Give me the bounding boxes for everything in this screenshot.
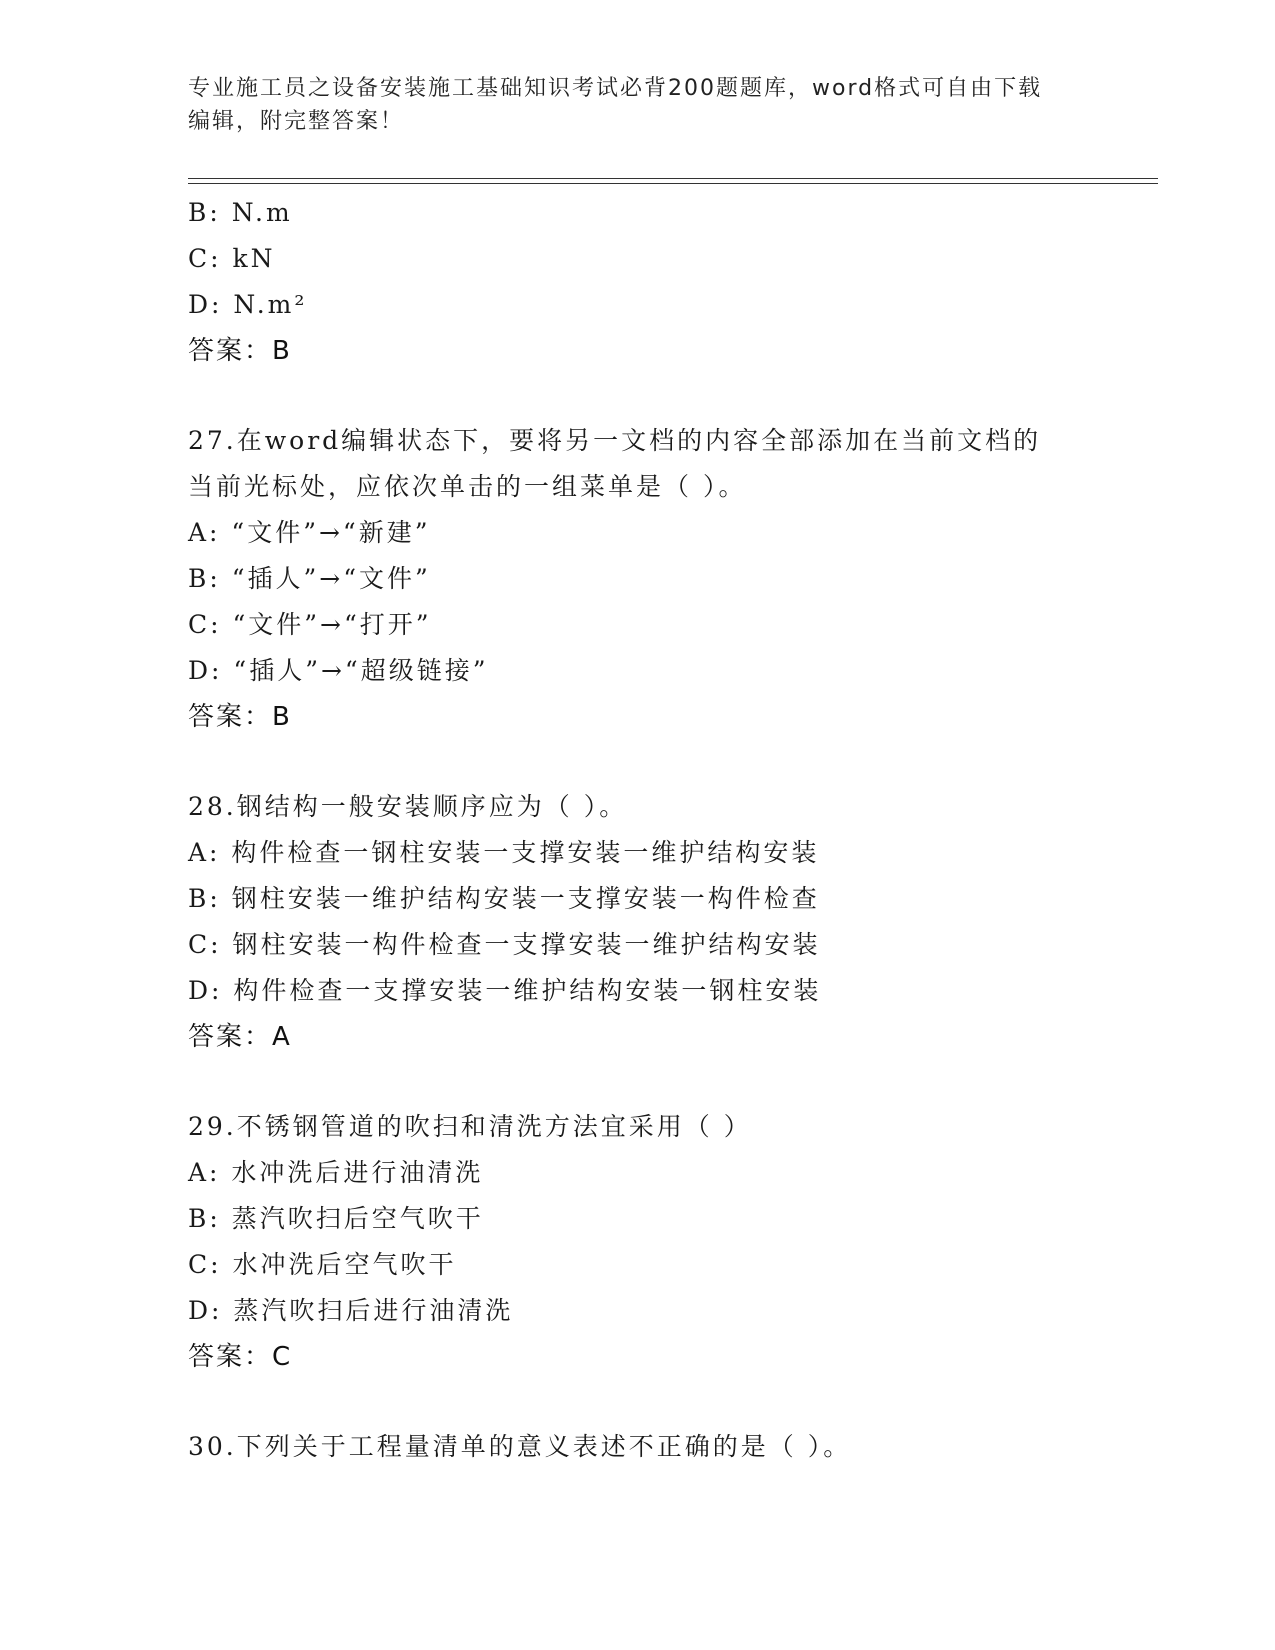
option-d: D: N.m² [188, 290, 308, 319]
spacer [188, 374, 1168, 418]
spacer [188, 1380, 1168, 1424]
option-a: A: “文件”→“新建” [188, 518, 431, 547]
document-body [188, 190, 1168, 1470]
option-b: B: N.m [188, 198, 293, 227]
option-c: C: “文件”→“打开” [188, 610, 432, 639]
option-a: A: 构件检查一钢柱安装一支撑安装一维护结构安装 [188, 838, 820, 867]
question-29 [188, 1104, 1168, 1380]
question-stem: 29.不锈钢管道的吹扫和清洗方法宜采用（ ） [188, 1112, 752, 1141]
spacer [188, 1060, 1168, 1104]
question-stem: 28.钢结构一般安装顺序应为（ ）。 [188, 792, 628, 821]
option-c: C: 水冲洗后空气吹干 [188, 1250, 457, 1279]
header-title-line-2: 编辑，附完整答案！ [188, 109, 405, 134]
header-divider-top [188, 178, 1158, 179]
option-d: D: 构件检查一支撑安装一维护结构安装一钢柱安装 [188, 976, 822, 1005]
answer: 答案：A [188, 1022, 292, 1052]
question-stem-line-2: 当前光标处，应依次单击的一组菜单是（ ）。 [188, 472, 747, 501]
question-28 [188, 784, 1168, 1060]
header-divider-bottom [188, 183, 1158, 184]
answer: 答案：C [188, 1342, 293, 1372]
spacer [188, 740, 1168, 784]
answer: 答案：B [188, 336, 292, 366]
option-d: D: 蒸汽吹扫后进行油清洗 [188, 1296, 514, 1325]
option-d: D: “插人”→“超级链接” [188, 656, 489, 685]
option-b: B: 钢柱安装一维护结构安装一支撑安装一构件检查 [188, 884, 820, 913]
question-30 [188, 1424, 1168, 1470]
question-27 [188, 418, 1168, 740]
option-b: B: “插人”→“文件” [188, 564, 431, 593]
option-c: C: 钢柱安装一构件检查一支撑安装一维护结构安装 [188, 930, 821, 959]
answer: 答案：B [188, 702, 292, 732]
question-stem-line-1: 27.在word编辑状态下，要将另一文档的内容全部添加在当前文档的 [188, 426, 1042, 455]
question-26-continued [188, 190, 1168, 374]
option-b: B: 蒸汽吹扫后空气吹干 [188, 1204, 484, 1233]
option-a: A: 水冲洗后进行油清洗 [188, 1158, 484, 1187]
document-header [188, 72, 1088, 138]
header-title-line-1: 专业施工员之设备安装施工基础知识考试必背200题题库，word格式可自由下载 [188, 76, 1043, 101]
option-c: C: kN [188, 244, 276, 273]
question-stem: 30.下列关于工程量清单的意义表述不正确的是（ ）。 [188, 1432, 852, 1461]
